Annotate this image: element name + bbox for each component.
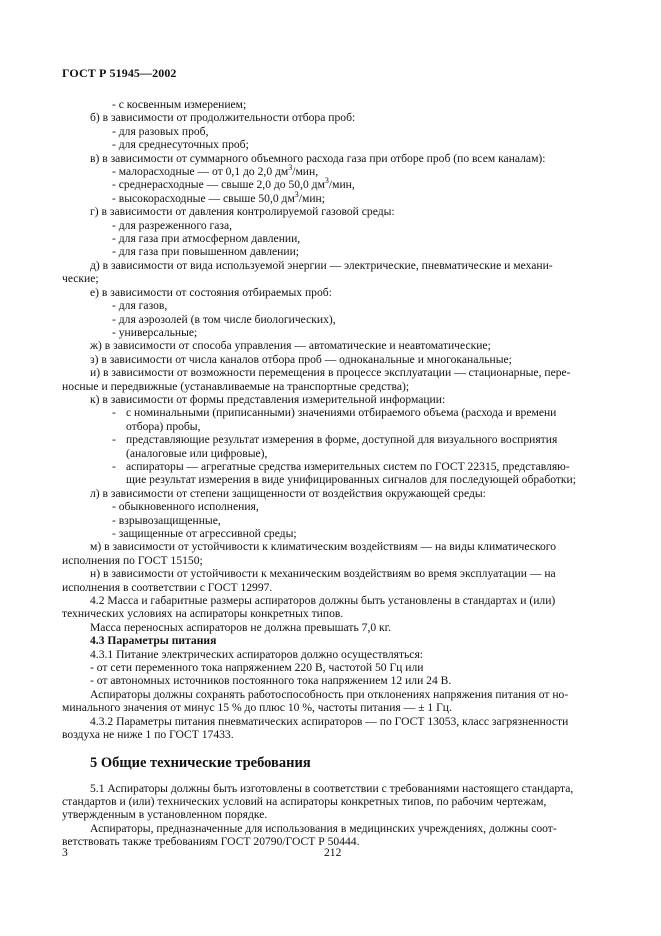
paragraph: Масса переносных аспираторов не должна превышать 7,0 кг. <box>90 620 392 634</box>
list-item: к) в зависимости от формы представления измерительной информации: <box>90 392 446 406</box>
list-item: щие результат измерения в виде унифицированных сигналов для последующей обработки; <box>126 473 576 487</box>
paragraph: воздуха не ниже 1 по ГОСТ 17433. <box>62 728 234 742</box>
list-item: - для разовых проб, <box>112 124 209 138</box>
list-item: (аналоговые или цифровые), <box>126 446 268 460</box>
paragraph: ветствовать также требованиям ГОСТ 20790/ГОСТ Р 50444. <box>62 835 360 849</box>
paragraph: технических условиях на аспираторы конкретных типов. <box>62 607 344 621</box>
list-item: н) в зависимости от устойчивости к механическим воздействиям во время эксплуатации — на <box>90 567 556 581</box>
list-item: - аспираторы — агрегатные средства измерительных систем по ГОСТ 22315, представляю- <box>112 459 570 473</box>
paragraph: Аспираторы, предназначенные для использования в медицинских учреждениях, должны соот- <box>90 821 557 835</box>
paragraph: 5.1 Аспираторы должны быть изготовлены в соответствии с требованиями настоящего стандарта, <box>90 781 574 795</box>
list-item: г) в зависимости от давления контролируемой газовой среды: <box>90 205 395 219</box>
list-item: - представляющие результат измерения в форме, доступной для визуального восприятия <box>112 433 558 447</box>
section-heading: 4.3 Параметры питания <box>90 634 217 648</box>
section-title: 5 Общие технические требования <box>90 754 311 771</box>
paragraph: утвержденным в установленном порядке. <box>62 808 268 822</box>
list-item: - для газа при атмосферном давлении, <box>112 232 301 246</box>
list-item: - с номинальными (приписанными) значениями отбираемого объема (расхода и времени <box>112 406 557 420</box>
list-item: носные и передвижные (устанавливаемые на транспортные средства); <box>62 379 410 393</box>
list-item: - для разреженного газа, <box>112 218 233 232</box>
list-item: б) в зависимости от продолжительности отбора проб: <box>90 111 356 125</box>
paragraph: 4.3.2 Параметры питания пневматических аспираторов — по ГОСТ 13053, класс загрязненности <box>90 714 569 728</box>
list-item: исполнения по ГОСТ 15150; <box>62 553 203 567</box>
list-item: - с косвенным измерением; <box>112 98 247 111</box>
paragraph: минального значения от минус 15 % до плюс 10 %, частоты питания — ± 1 Гц. <box>62 701 452 715</box>
list-item: ж) в зависимости от способа управления — автоматические и неавтоматические; <box>90 339 491 353</box>
list-item: - универсальные; <box>112 325 198 339</box>
standard-header: ГОСТ Р 51945—2002 <box>62 66 177 80</box>
list-item: - для газов, <box>112 299 168 313</box>
list-item: - для аэрозолей (в том числе биологических), <box>112 312 336 326</box>
list-item: - среднерасходные — свыше 2,0 до 50,0 $дм^3$/мин, <box>112 176 355 192</box>
list-item: ческие; <box>62 272 99 286</box>
list-item: м) в зависимости от устойчивости к климатическим воздействиям — на виды климатического <box>90 540 557 554</box>
list-item: - для среднесуточных проб; <box>112 138 249 152</box>
paragraph: - от сети переменного тока напряжением 220 В, частотой 50 Гц или <box>90 661 424 675</box>
paragraph: 4.2 Масса и габаритные размеры аспираторов должны быть установлены в стандартах и (или) <box>90 594 556 608</box>
list-item: - обыкновенного исполнения, <box>112 500 259 514</box>
paragraph: Аспираторы должны сохранять работоспособность при отклонениях напряжения питания от но- <box>90 687 569 701</box>
list-item: исполнения в соответствии с ГОСТ 12997. <box>62 580 273 594</box>
list-item: - для газа при повышенном давлении; <box>112 245 299 259</box>
list-item: е) в зависимости от состояния отбираемых проб: <box>90 285 332 299</box>
document-body <box>62 98 598 849</box>
sheet-number: 212 <box>324 846 342 859</box>
list-item: - высокорасходные — свыше 50,0 $дм^3$/мин; <box>112 189 325 205</box>
list-item: в) в зависимости от суммарного объемного расхода газа при отборе проб (по всем каналам): <box>90 151 546 165</box>
list-item: отбора) пробы, <box>126 419 201 433</box>
paragraph: стандартов и (или) технических условий на аспираторы конкретных типов, по рабочим чертежам, <box>62 794 547 808</box>
list-item: з) в зависимости от числа каналов отбора проб — одноканальные и многоканальные; <box>90 352 512 366</box>
page-number: 3 <box>62 846 68 859</box>
paragraph: - от автономных источников постоянного тока напряжением 12 или 24 В. <box>90 674 452 688</box>
list-item: - малорасходные — от 0,1 до 2,0 $дм^3$/мин, <box>112 163 319 179</box>
list-item: - защищенные от агрессивной среды; <box>112 527 297 540</box>
paragraph: 4.3.1 Питание электрических аспираторов должно осуществляться: <box>90 647 424 661</box>
list-item: и) в зависимости от возможности перемещения в процессе эксплуатации — стационарные, пере- <box>90 366 571 380</box>
list-item: л) в зависимости от степени защищенности от воздействия окружающей среды: <box>90 486 486 500</box>
list-item: д) в зависимости от вида используемой энергии — электрические, пневматические и механи- <box>90 258 553 272</box>
list-item: - взрывозащищенные, <box>112 513 221 527</box>
